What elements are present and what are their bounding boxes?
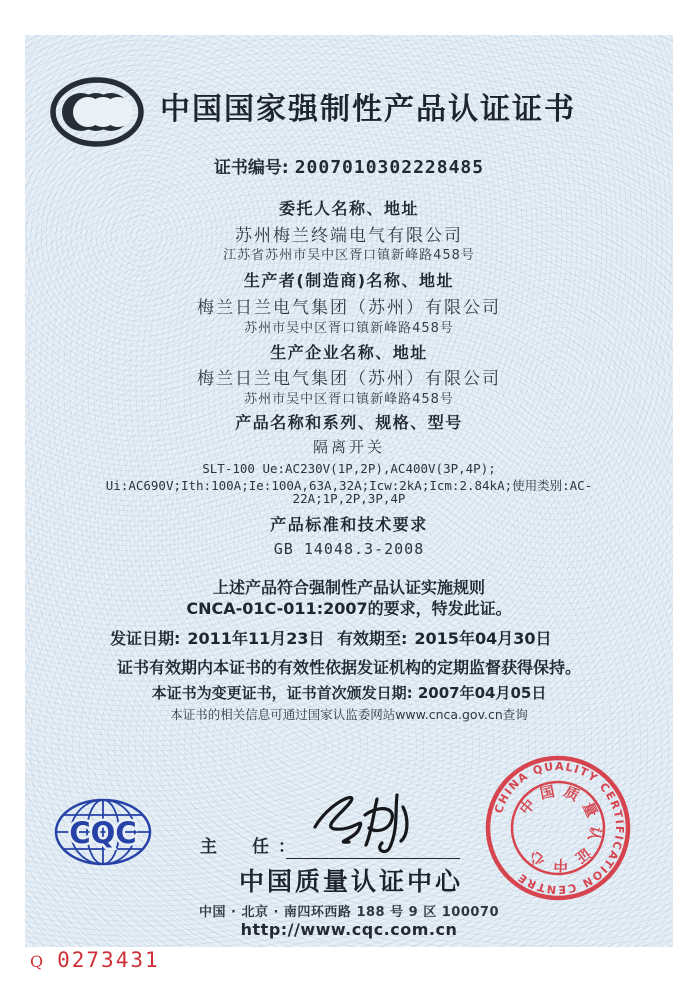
product-name: 隔离开关 [312, 438, 385, 456]
expiry-date-label: 有效期至: [337, 629, 408, 648]
validity-note: 证书有效期内本证书的有效性依据发证机构的定期监督获得保持。 [116, 658, 581, 677]
manufacturer-section-header: 生产者(制造商)名称、地址 [243, 271, 455, 290]
serial-number-row [30, 948, 160, 972]
svg-text:中国质量认证中心 [506, 774, 612, 882]
issue-date [110, 626, 324, 649]
compliance-statement-line-2: CNCA-01C-011:2007的要求，特发此证。 [186, 599, 512, 618]
issuer-org-name: 中国质量认证中心 [238, 867, 463, 896]
issuer-website: http://www.cqc.com.cn [240, 920, 458, 939]
applicant-name: 苏州梅兰终端电气有限公司 [235, 226, 463, 246]
certificate-body [25, 35, 673, 947]
issue-date-label: 发证日期: [110, 629, 181, 648]
factory-address: 苏州市吴中区胥口镇新峰路458号 [244, 392, 454, 407]
expiry-date [337, 626, 551, 649]
expiry-date-value: 2015年04月30日 [414, 629, 552, 648]
compliance-statement-line-1: 上述产品符合强制性产品认证实施规则 [212, 578, 485, 597]
standard-section-header: 产品标准和技术要求 [270, 515, 428, 534]
factory-name: 梅兰日兰电气集团（苏州）有限公司 [197, 369, 501, 389]
certificate-number-value: 2007010302228485 [294, 157, 485, 178]
cqc-logo-text: CQC [69, 816, 137, 850]
stamp-english-text: CHINA QUALITY CERTIFICATION CENTRE [492, 759, 627, 897]
product-section-header: 产品名称和系列、规格、型号 [235, 413, 463, 432]
applicant-address: 江苏省苏州市吴中区胥口镇新峰路458号 [223, 248, 475, 263]
issue-date-value: 2011年11月23日 [187, 629, 325, 648]
certificate-number-row [25, 153, 673, 178]
applicant-section-header: 委托人名称、地址 [278, 199, 419, 218]
cqc-logo-icon [53, 797, 153, 867]
certificate-title: 中国国家强制性产品认证证书 [160, 92, 576, 127]
product-spec-line-2: Ui:AC690V;Ith:100A;Ie:100A,63A,32A;Icw:2kA;Icm:2.84kA;使用类别:AC- [105, 478, 593, 493]
certificate-number-label: 证书编号: [213, 158, 289, 178]
stamp-chinese-text: 中国质量认证中心 [517, 782, 604, 873]
director-label: 主 任： [200, 837, 304, 857]
manufacturer-address: 苏州市吴中区胥口镇新峰路458号 [244, 321, 454, 336]
product-spec-line-3: 22A;1P,2P,3P,4P [292, 491, 406, 506]
serial-number: 0273431 [57, 948, 160, 972]
issuer-address: 中国 · 北京 · 南四环西路 188 号 9 区 100070 [198, 905, 500, 920]
signature-line [286, 858, 460, 859]
cqc-stamp-icon [470, 740, 646, 916]
product-spec-line-1: SLT-100 Ue:AC230V(1P,2P),AC400V(3P,4P); [202, 461, 496, 476]
standard-value: GB 14048.3-2008 [273, 540, 425, 558]
serial-prefix: Q [30, 952, 44, 971]
manufacturer-name: 梅兰日兰电气集团（苏州）有限公司 [197, 298, 501, 318]
factory-section-header: 生产企业名称、地址 [270, 343, 428, 362]
svg-text:CHINA QUALITY CERTIFICATION CE [479, 749, 637, 907]
dates-row [25, 626, 673, 646]
change-note: 本证书为变更证书，证书首次颁发日期: 2007年04月05日 [151, 684, 547, 702]
director-signature [305, 785, 435, 857]
info-note: 本证书的相关信息可通过国家认监委网站www.cnca.gov.cn查询 [170, 707, 528, 722]
